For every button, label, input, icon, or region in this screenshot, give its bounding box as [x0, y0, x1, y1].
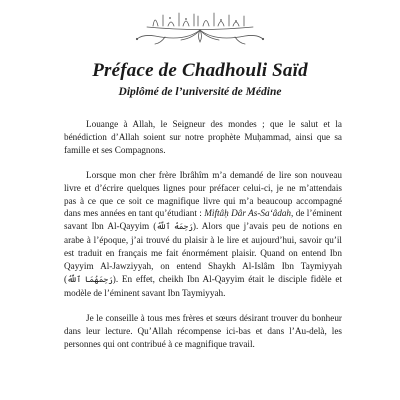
honorific-arabic-2: رَحِمَهُمَا ٱللَّهُ	[67, 274, 113, 284]
preface-body	[64, 118, 342, 363]
book-title: Miftâḥ Dâr As-Sa‘âdah	[204, 208, 292, 219]
paragraph-2	[64, 169, 342, 300]
paragraph-3: Je le conseille à tous mes frères et sœurs désirant trouver du bonheur dans leur lecture. Qu’Allah récompense ici-bas et dans l’Au-delà, les personnes qui ont contribué à ce magnifique travail.	[64, 312, 342, 349]
page-title: Préface de Chadhouli Saïd	[92, 60, 308, 81]
honorific-arabic-1: رَحِمَهُ ٱللَّهُ	[156, 222, 193, 232]
paragraph-1: Louange à Allah, le Seigneur des mondes ; que le salut et la bénédiction d’Allah soient sur notre prophète Muḥammad, ainsi que sa famille et ses Compagnons.	[64, 119, 342, 155]
paragraph-2-part-2: , de l’éminent savant Ibn Al-Qayyim (	[64, 208, 342, 232]
paragraph-2-part-1: Lorsque mon cher frère Ibrâhîm m’a demandé de lire son nouveau livre et d’écrire quelques lignes pour préfacer celui-ci, je ne m’attendais pas à ce que ce soit ce magnifique livre qui m’a beaucoup accompagné dans mes années en tant qu’étudiant :	[64, 169, 342, 219]
page-subtitle: Diplômé de l’université de Médine	[118, 86, 282, 98]
paragraph-2-part-4: ). En effet, cheikh Ibn Al-Qayyim était le disciple fidèle et modèle de l’éminent savant Ibn Taymiyyah.	[64, 273, 342, 298]
paragraph-2-part-3: ). Alors que j’avais peu de notions en arabe à l’époque, j’ai trouvé du plaisir à le lire et aujourd’hui, savoir qu’il est traduit en français me fait énormément plaisir. Quand on entend Ibn Qayyim Al-Jawziyyah, on entend Shaykh Al-Islâm Ibn Taymiyyah (	[64, 221, 343, 284]
basmala-ornament-icon	[125, 6, 275, 48]
